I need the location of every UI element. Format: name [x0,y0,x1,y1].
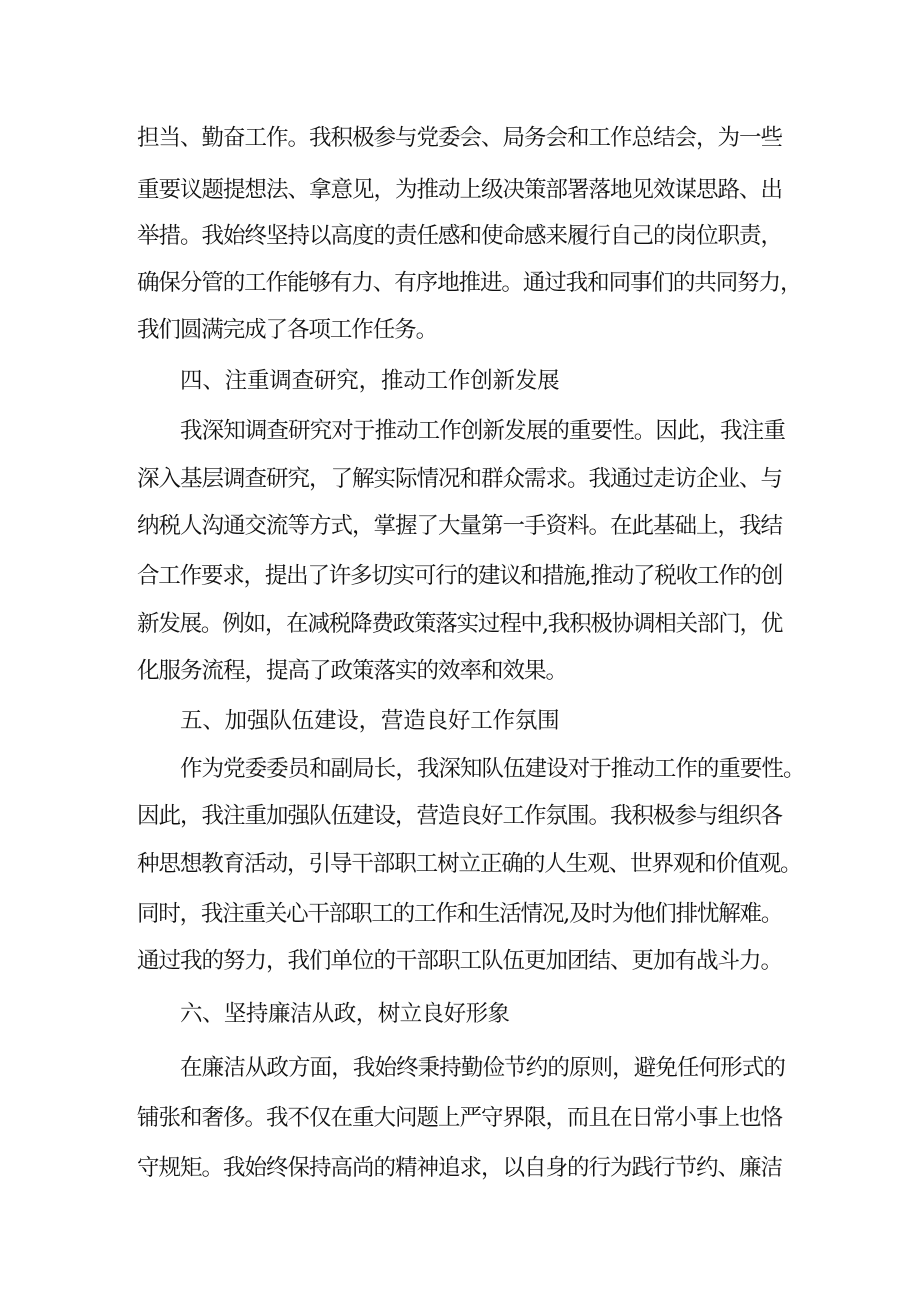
body-text-line: 确保分管的工作能够有力、有序地推进。通过我和同事们的共同努力， [137,270,802,296]
body-text-line: 纳税人沟通交流等方式，掌握了大量第一手资料。在此基础上，我结 [137,513,783,539]
body-text-line: 同时，我注重关心干部职工的工作和生活情况,及时为他们排忧解难。 [137,901,783,927]
body-text-line: 守规矩。我始终保持高尚的精神追求，以自身的行为践行节约、廉洁 [137,1155,783,1181]
body-text-line: 铺张和奢侈。我不仅在重大问题上严守界限，而且在日常小事上也恪 [137,1105,783,1131]
body-text-line: 举措。我始终坚持以高度的责任感和使命感来履行自己的岗位职责， [137,223,783,249]
body-text-line: 作为党委委员和副局长，我深知队伍建设对于推动工作的重要性。 [180,756,805,782]
body-text-line: 在廉洁从政方面，我始终秉持勤俭节约的原则，避免任何形式的 [180,1055,785,1081]
body-text-line: 化服务流程，提高了政策落实的效率和效果。 [137,658,568,684]
section-heading: 六、坚持廉洁从政，树立良好形象 [180,1001,510,1027]
body-text-line: 深入基层调查研究，了解实际情况和群众需求。我通过走访企业、与 [137,466,783,492]
body-text-line: 种思想教育活动，引导干部职工树立正确的人生观、世界观和价值观。 [137,851,802,877]
body-text-line: 因此，我注重加强队伍建设，营造良好工作氛围。我积极参与组织各 [137,803,783,829]
body-text-line: 新发展。例如，在减税降费政策落实过程中,我积极协调相关部门，优 [137,611,783,637]
section-heading: 四、注重调查研究，推动工作创新发展 [180,368,560,394]
body-text-line: 重要议题提想法、拿意见，为推动上级决策部署落地见效谋思路、出 [137,177,783,203]
body-text-line: 我深知调查研究对于推动工作创新发展的重要性。因此，我注重 [180,418,785,444]
body-text-line: 担当、勤奋工作。我积极参与党委会、局务会和工作总结会，为一些 [137,125,783,151]
body-text-line: 通过我的努力，我们单位的干部职工队伍更加团结、更加有战斗力。 [137,948,783,974]
body-text-line: 我们圆满完成了各项工作任务。 [137,317,438,343]
body-text-line: 合工作要求，提出了许多切实可行的建议和措施,推动了税收工作的创 [137,563,783,589]
section-heading: 五、加强队伍建设，营造良好工作氛围 [180,708,560,734]
